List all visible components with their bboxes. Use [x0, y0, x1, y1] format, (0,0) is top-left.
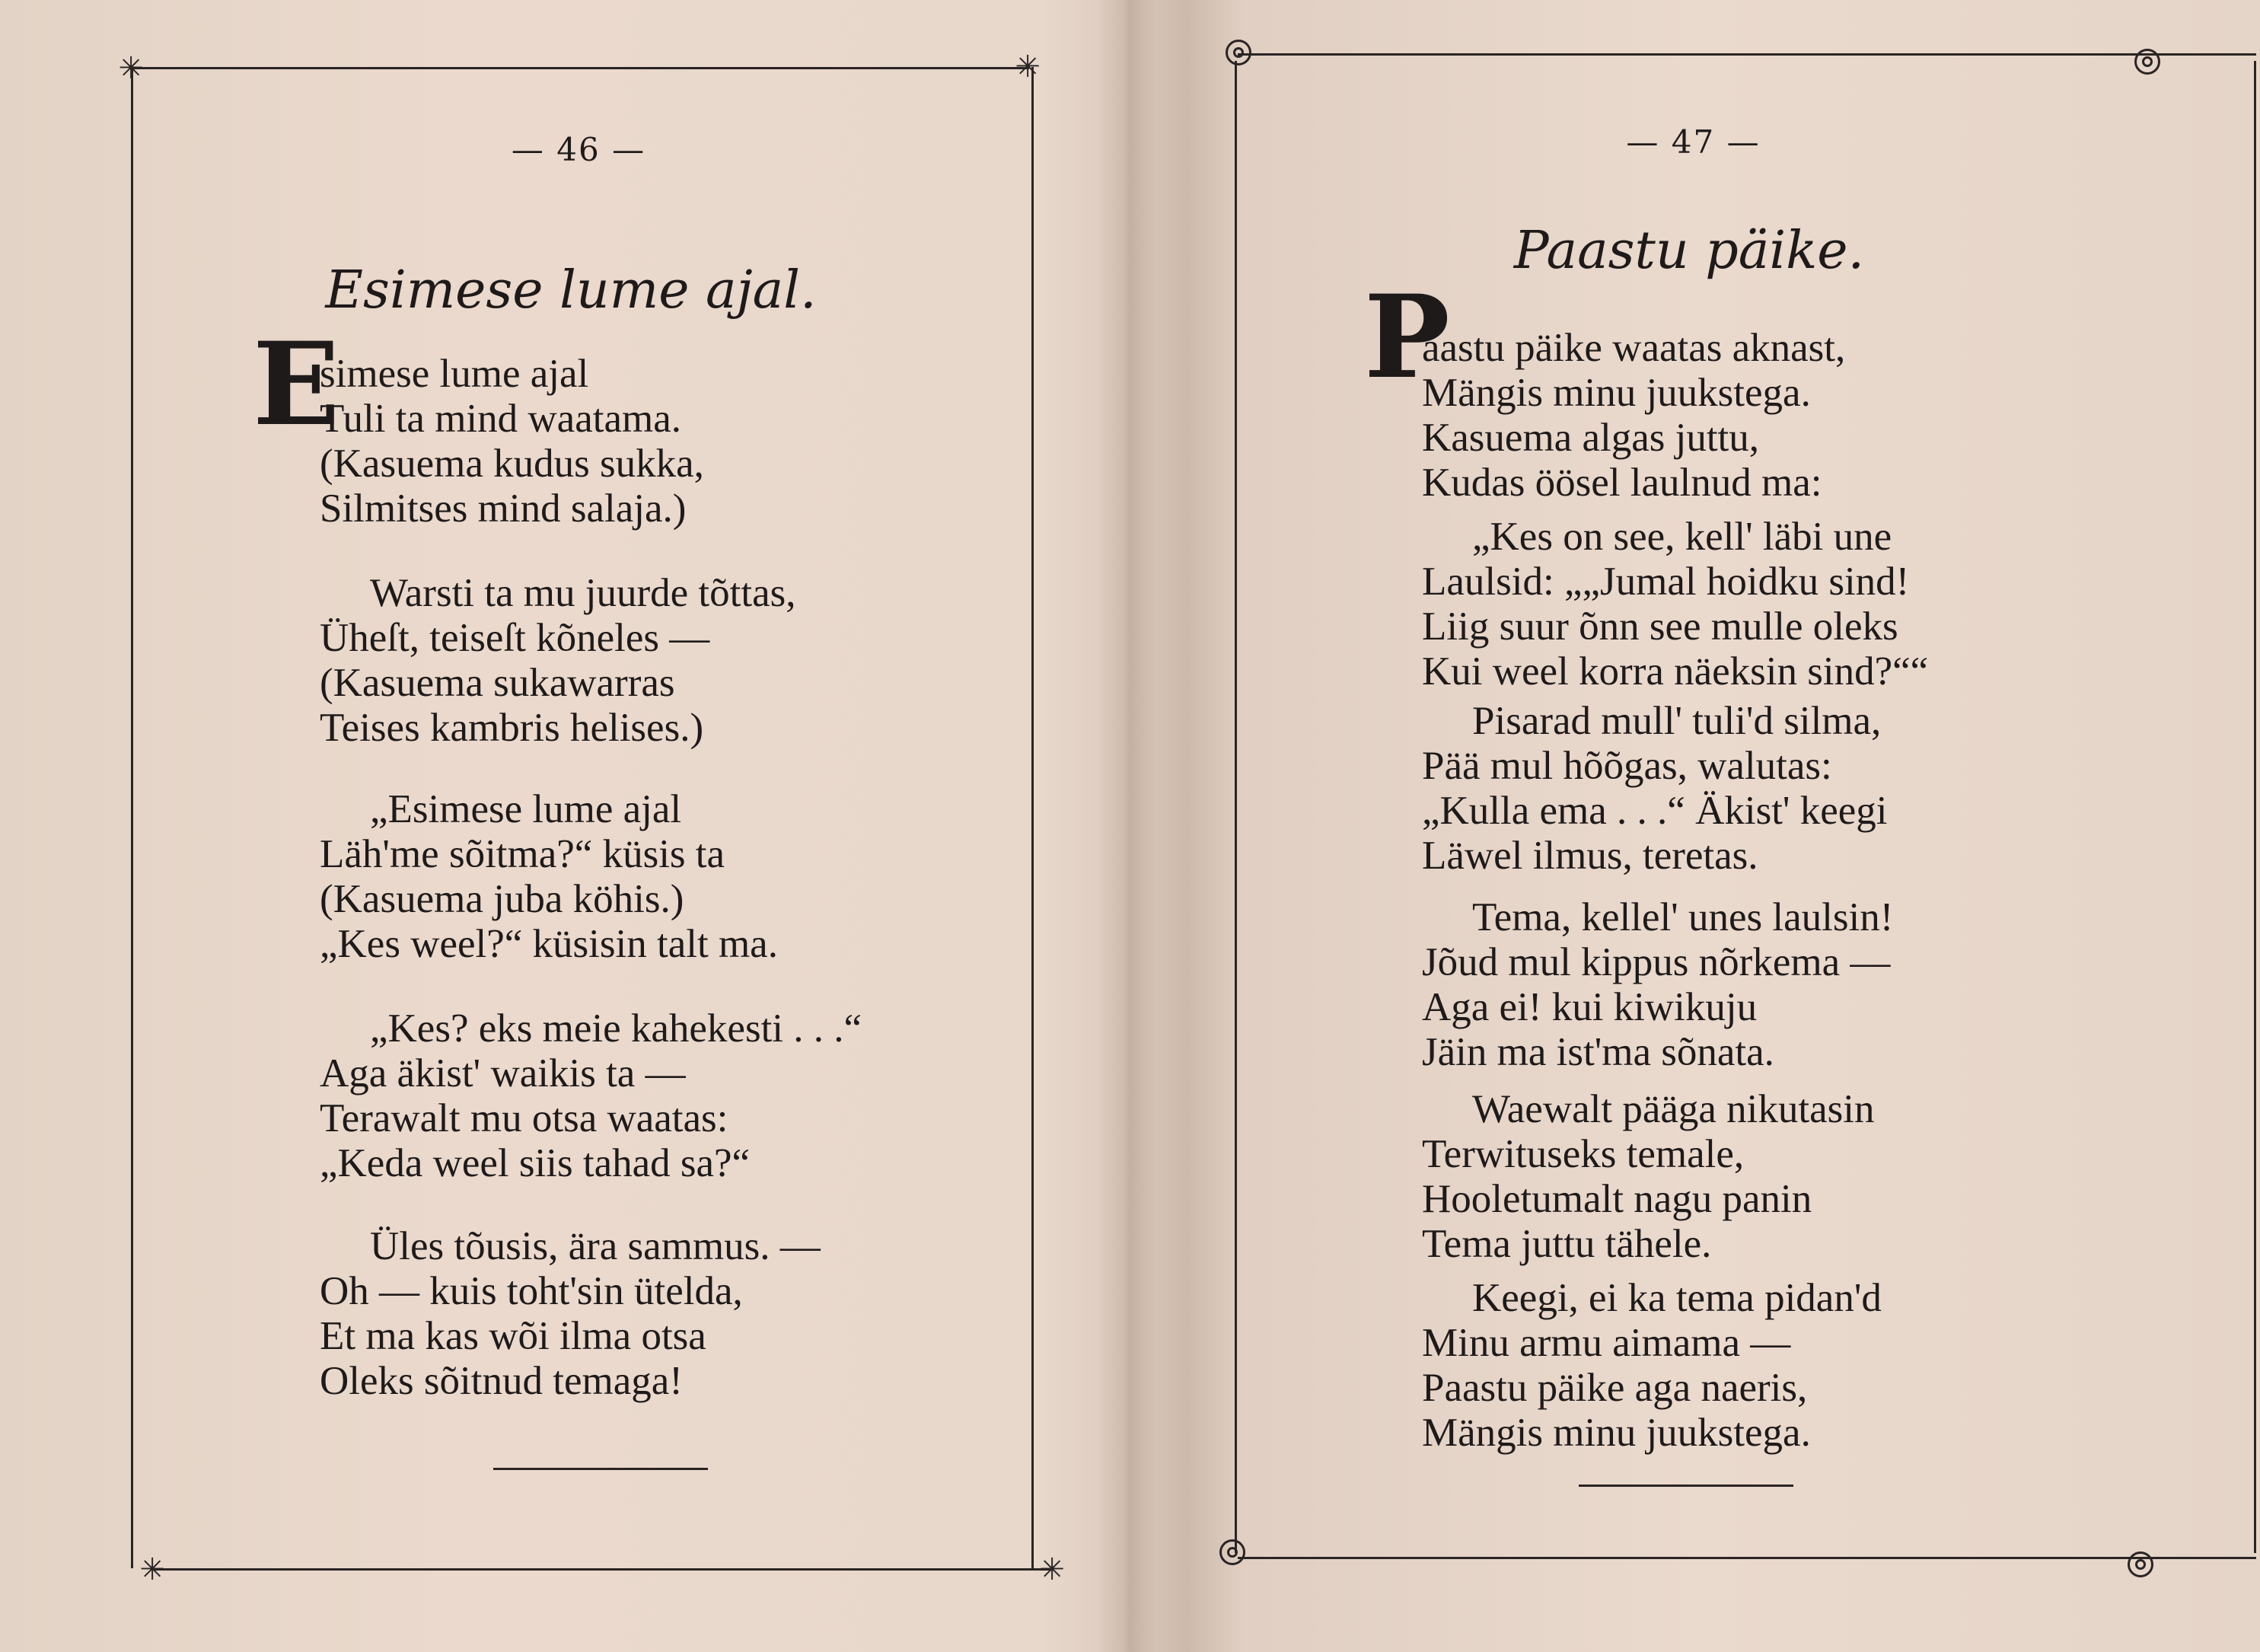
page-number: — 46 —	[511, 131, 646, 168]
verse-line: Üheſt, teiseſt kõneles —	[320, 616, 710, 660]
verse-line: Tema, kellel' unes laulsin!	[1472, 895, 1894, 939]
bottom-border-rule	[1238, 1557, 2256, 1559]
top-border-rule	[1238, 53, 2256, 56]
verse-line: Warsti ta mu juurde tõttas,	[370, 571, 796, 615]
verse	[1422, 895, 1893, 1075]
bottom-border-rule	[152, 1568, 1054, 1571]
verse-line: Aga ei! kui kiwikuju	[1422, 985, 1758, 1029]
verse	[1422, 326, 1845, 505]
verse-line: (Kasuema kudus sukka,	[320, 442, 704, 486]
ring-ornament-icon	[2128, 1552, 2153, 1577]
left-page	[0, 0, 1127, 1652]
verse-line: Tema juttu tähele.	[1422, 1222, 1712, 1266]
verse-line: (Kasuema sukawarras	[320, 661, 675, 705]
verse-line: Silmitses mind salaja.)	[320, 486, 687, 531]
verse	[1422, 1087, 1874, 1267]
verse-line: „Esimese lume ajal	[370, 787, 682, 831]
verse-line: „Kes on see, kell' läbi une	[1472, 515, 1892, 559]
verse-line: Liig suur õnn see mulle oleks	[1422, 604, 1898, 649]
verse-line: Läwel ilmus, teretas.	[1422, 834, 1758, 878]
verse-line: Minu armu aimama —	[1422, 1321, 1791, 1365]
verse-line: Aga äkist' waikis ta —	[320, 1051, 686, 1095]
verse	[1422, 515, 1928, 694]
verse-line: „Kes? eks meie kahekesti . . .“	[370, 1006, 862, 1051]
verse	[320, 787, 778, 967]
verse-line: Läh'me sõitma?“ küsis ta	[320, 832, 725, 876]
verse	[320, 1006, 862, 1186]
verse-line: „Kes weel?“ küsisin talt ma.	[320, 922, 778, 966]
asterisk-ornament-icon: ✳	[1015, 49, 1041, 85]
verse-line: simese lume ajal	[320, 352, 589, 396]
verse-line: Teises kambris helises.)	[320, 706, 704, 750]
asterisk-ornament-icon: ✳	[139, 1552, 165, 1587]
ring-ornament-icon	[1219, 1539, 1245, 1565]
verse-line: Üles tõusis, ära sammus. —	[370, 1224, 821, 1268]
drop-cap: E	[253, 317, 340, 451]
verse-line: Keegi, ei ka tema pidan'd	[1472, 1276, 1882, 1320]
verse-line: Et ma kas wõi ilma otsa	[320, 1314, 706, 1358]
end-rule	[1579, 1485, 1793, 1487]
verse-line: Jäin ma ist'ma sõnata.	[1422, 1030, 1774, 1074]
verse-line: (Kasuema juba köhis.)	[320, 877, 684, 921]
verse-line: Hooletumalt nagu panin	[1422, 1177, 1812, 1221]
poem-title: Paastu päike.	[1513, 221, 1865, 281]
asterisk-ornament-icon: ✳	[118, 51, 144, 86]
verse-line: Laulsid: „„Jumal hoidku sind!	[1422, 560, 1910, 604]
page-number: — 47 —	[1626, 123, 1761, 161]
verse-line: Kasuema algas juttu,	[1422, 416, 1760, 460]
verse-line: Terawalt mu otsa waatas:	[320, 1096, 728, 1140]
right-page	[1127, 0, 2260, 1652]
verse-line: Paastu päike aga naeris,	[1422, 1366, 1808, 1410]
verse-line: Pää mul hõõgas, walutas:	[1422, 744, 1832, 788]
drop-cap: P	[1364, 270, 1450, 404]
poem-title: Esimese lume ajal.	[325, 260, 817, 321]
verse-line: Waewalt pääga nikutasin	[1472, 1087, 1875, 1131]
verse-line: Mängis minu juukstega.	[1422, 1411, 1811, 1455]
verse-line: Pisarad mull' tuli'd silma,	[1472, 699, 1882, 743]
verse-line: Tuli ta mind waatama.	[320, 397, 681, 441]
asterisk-ornament-icon: ✳	[1039, 1552, 1065, 1587]
verse	[320, 1224, 821, 1404]
verse-line: Terwituseks temale,	[1422, 1132, 1745, 1176]
verse-line: Kudas öösel laulnud ma:	[1422, 461, 1822, 505]
verse-line: Jõud mul kippus nõrkema —	[1422, 940, 1891, 984]
verse	[1422, 699, 1888, 879]
verse-line: Oleks sõitnud temaga!	[320, 1359, 683, 1403]
verse	[304, 352, 704, 531]
verse-line: aastu päike waatas aknast,	[1422, 326, 1846, 370]
verse-line: „Kulla ema . . .“ Äkist' keegi	[1422, 789, 1888, 833]
verse	[1422, 1276, 1882, 1456]
verse-line: Kui weel korra näeksin sind?““	[1422, 649, 1929, 694]
verse-line: „Keda weel siis tahad sa?“	[320, 1141, 751, 1185]
verse-line: Oh — kuis toht'sin ütelda,	[320, 1269, 743, 1313]
verse	[320, 571, 795, 751]
end-rule	[493, 1468, 708, 1470]
verse-line: Mängis minu juukstega.	[1422, 371, 1811, 415]
